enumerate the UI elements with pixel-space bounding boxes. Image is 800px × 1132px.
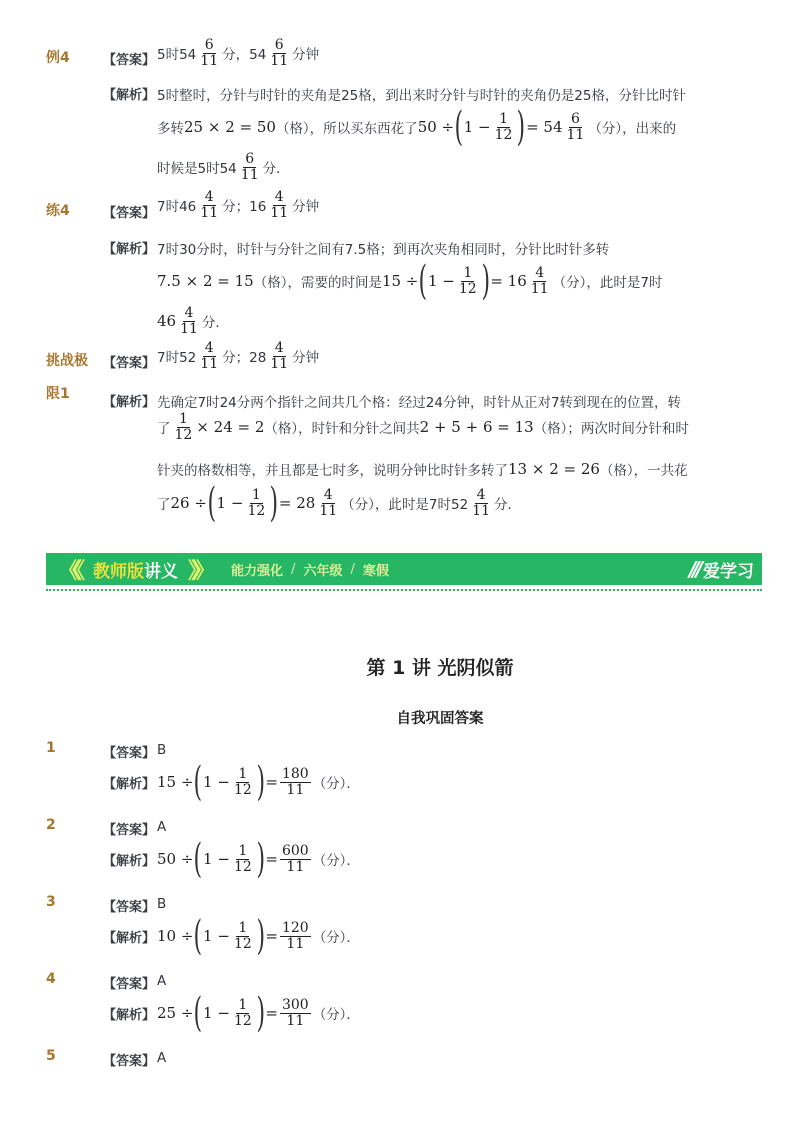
analysis-line: 针夹的格数相等，并且都是七时多，说明分钟比时针多转了 13 × 2 = 26 （格），一共花 bbox=[157, 460, 688, 479]
section-banner bbox=[46, 553, 762, 585]
analysis-formula: 25 ÷ ( 1 − $\frac{1}{12}$ ) = $\frac{300}{11}$ （分）． bbox=[157, 990, 360, 1036]
analysis-tag: 【解析】 bbox=[103, 395, 156, 410]
answer-value: B bbox=[157, 742, 167, 758]
analysis-line: 7.5 × 2 = 15 （格），需要的时间是 15 ÷ ( 1 − $\frac{1}{12}$ ) = 16 $\frac{4}{11}$ （分），此时是7时 bbox=[157, 258, 663, 304]
answer-tag: 【答案】 bbox=[103, 823, 156, 838]
answer-value: A bbox=[157, 1050, 167, 1066]
analysis-formula: 50 ÷ ( 1 − $\frac{1}{12}$ ) = $\frac{600}{11}$ （分）． bbox=[157, 836, 360, 882]
analysis-tag: 【解析】 bbox=[103, 242, 156, 257]
question-number: 1 bbox=[46, 740, 56, 756]
analysis-line: 5时整时，分针与时针的夹角是25格，到出来时分针与时针的夹角仍是25格，分针比时针 bbox=[157, 88, 686, 104]
lecture-title: 第 1 讲 光阴似箭 bbox=[366, 657, 514, 679]
practice-4-label: 练4 bbox=[46, 203, 70, 219]
challenge-1-answer: 7时52 $\frac{4}{11}$ 分；28 $\frac{4}{11}$ 分钟 bbox=[157, 340, 320, 372]
analysis-line: 多转 25 × 2 = 50 （格），所以买东西花了 50 ÷ ( 1 − $\frac{1}{12}$ ) = 54 $\frac{6}{11}$ （分），出来的 bbox=[157, 104, 677, 150]
answer-tag: 【答案】 bbox=[103, 900, 156, 915]
banner-separator: / bbox=[350, 561, 355, 577]
analysis-tag: 【解析】 bbox=[103, 1008, 156, 1023]
analysis-line: 先确定7时24分两个指针之间共几个格：经过24分钟，时针从正对7转到现在的位置，转 bbox=[157, 395, 682, 411]
example-4-answer bbox=[157, 38, 319, 68]
fraction: $\frac{6}{11}$ bbox=[200, 37, 219, 69]
chevron-right-icon: 》》 bbox=[188, 558, 210, 584]
question-number: 4 bbox=[46, 971, 56, 987]
answer-text: 5时54 bbox=[157, 47, 197, 64]
question-number: 2 bbox=[46, 817, 56, 833]
answer-value: B bbox=[157, 896, 167, 912]
analysis-tag: 【解析】 bbox=[103, 854, 156, 869]
answer-tag: 【答案】 bbox=[103, 746, 156, 761]
banner-crumb-3: 寒假 bbox=[362, 563, 389, 579]
question-number: 5 bbox=[46, 1048, 56, 1064]
answer-tag: 【答案】 bbox=[103, 1054, 156, 1069]
banner-crumb-1: 能力强化 bbox=[231, 563, 284, 579]
answer-tag: 【答案】 bbox=[103, 206, 156, 221]
analysis-line: 46 $\frac{4}{11}$ 分． bbox=[157, 305, 229, 337]
analysis-line: 了 $\frac{1}{12}$ × 24 = 2 （格），时针和分针之间共 2 + 5 + 6 = 13 （格）；两次时间分针和时 bbox=[157, 411, 689, 443]
practice-4-answer: 7时46 $\frac{4}{11}$ 分；16 $\frac{4}{11}$ 分钟 bbox=[157, 189, 320, 221]
chevron-left-icon: 《《 bbox=[58, 558, 80, 584]
answer-tag: 【答案】 bbox=[103, 53, 156, 68]
example-4-label: 例4 bbox=[46, 50, 70, 66]
section-title: 自我巩固答案 bbox=[396, 711, 484, 727]
challenge-1-label-cont: 限1 bbox=[46, 386, 70, 402]
analysis-formula: 10 ÷ ( 1 − $\frac{1}{12}$ ) = $\frac{120}{11}$ （分）． bbox=[157, 913, 360, 959]
banner-separator: / bbox=[291, 561, 296, 577]
answer-tag: 【答案】 bbox=[103, 977, 156, 992]
challenge-1-label: 挑战极 bbox=[46, 353, 88, 369]
dotted-divider bbox=[46, 589, 762, 591]
analysis-line: 了 26 ÷ ( 1 − $\frac{1}{12}$ ) = 28 $\frac{4}{11}$ （分），此时是7时52 $\frac{4}{11}$ 分． bbox=[157, 480, 521, 526]
answer-value: A bbox=[157, 973, 167, 989]
analysis-tag: 【解析】 bbox=[103, 88, 156, 103]
brand-name: 爱学习 bbox=[703, 561, 754, 582]
analysis-formula: 15 ÷ ( 1 − $\frac{1}{12}$ ) = $\frac{180}{11}$ （分）． bbox=[157, 759, 360, 805]
banner-crumb-2: 六年级 bbox=[303, 563, 343, 579]
question-number: 3 bbox=[46, 894, 56, 910]
banner-title-teacher: 教师版 bbox=[93, 561, 145, 582]
brand-mark-icon: /// bbox=[689, 557, 699, 581]
answer-text: 分钟 bbox=[292, 47, 320, 64]
brand-logo bbox=[689, 557, 754, 582]
analysis-tag: 【解析】 bbox=[103, 777, 156, 792]
answer-text: 分，54 bbox=[222, 47, 267, 64]
analysis-tag: 【解析】 bbox=[103, 931, 156, 946]
analysis-line: 时候是5时54 $\frac{6}{11}$ 分． bbox=[157, 151, 290, 183]
banner-title-notes: 讲义 bbox=[144, 561, 179, 582]
analysis-line: 7时30分时，时针与分针之间有7.5格；到再次夹角相同时，分针比时针多转 bbox=[157, 242, 610, 258]
answer-tag: 【答案】 bbox=[103, 356, 156, 371]
fraction: $\frac{6}{11}$ bbox=[270, 37, 289, 69]
answer-value: A bbox=[157, 819, 167, 835]
